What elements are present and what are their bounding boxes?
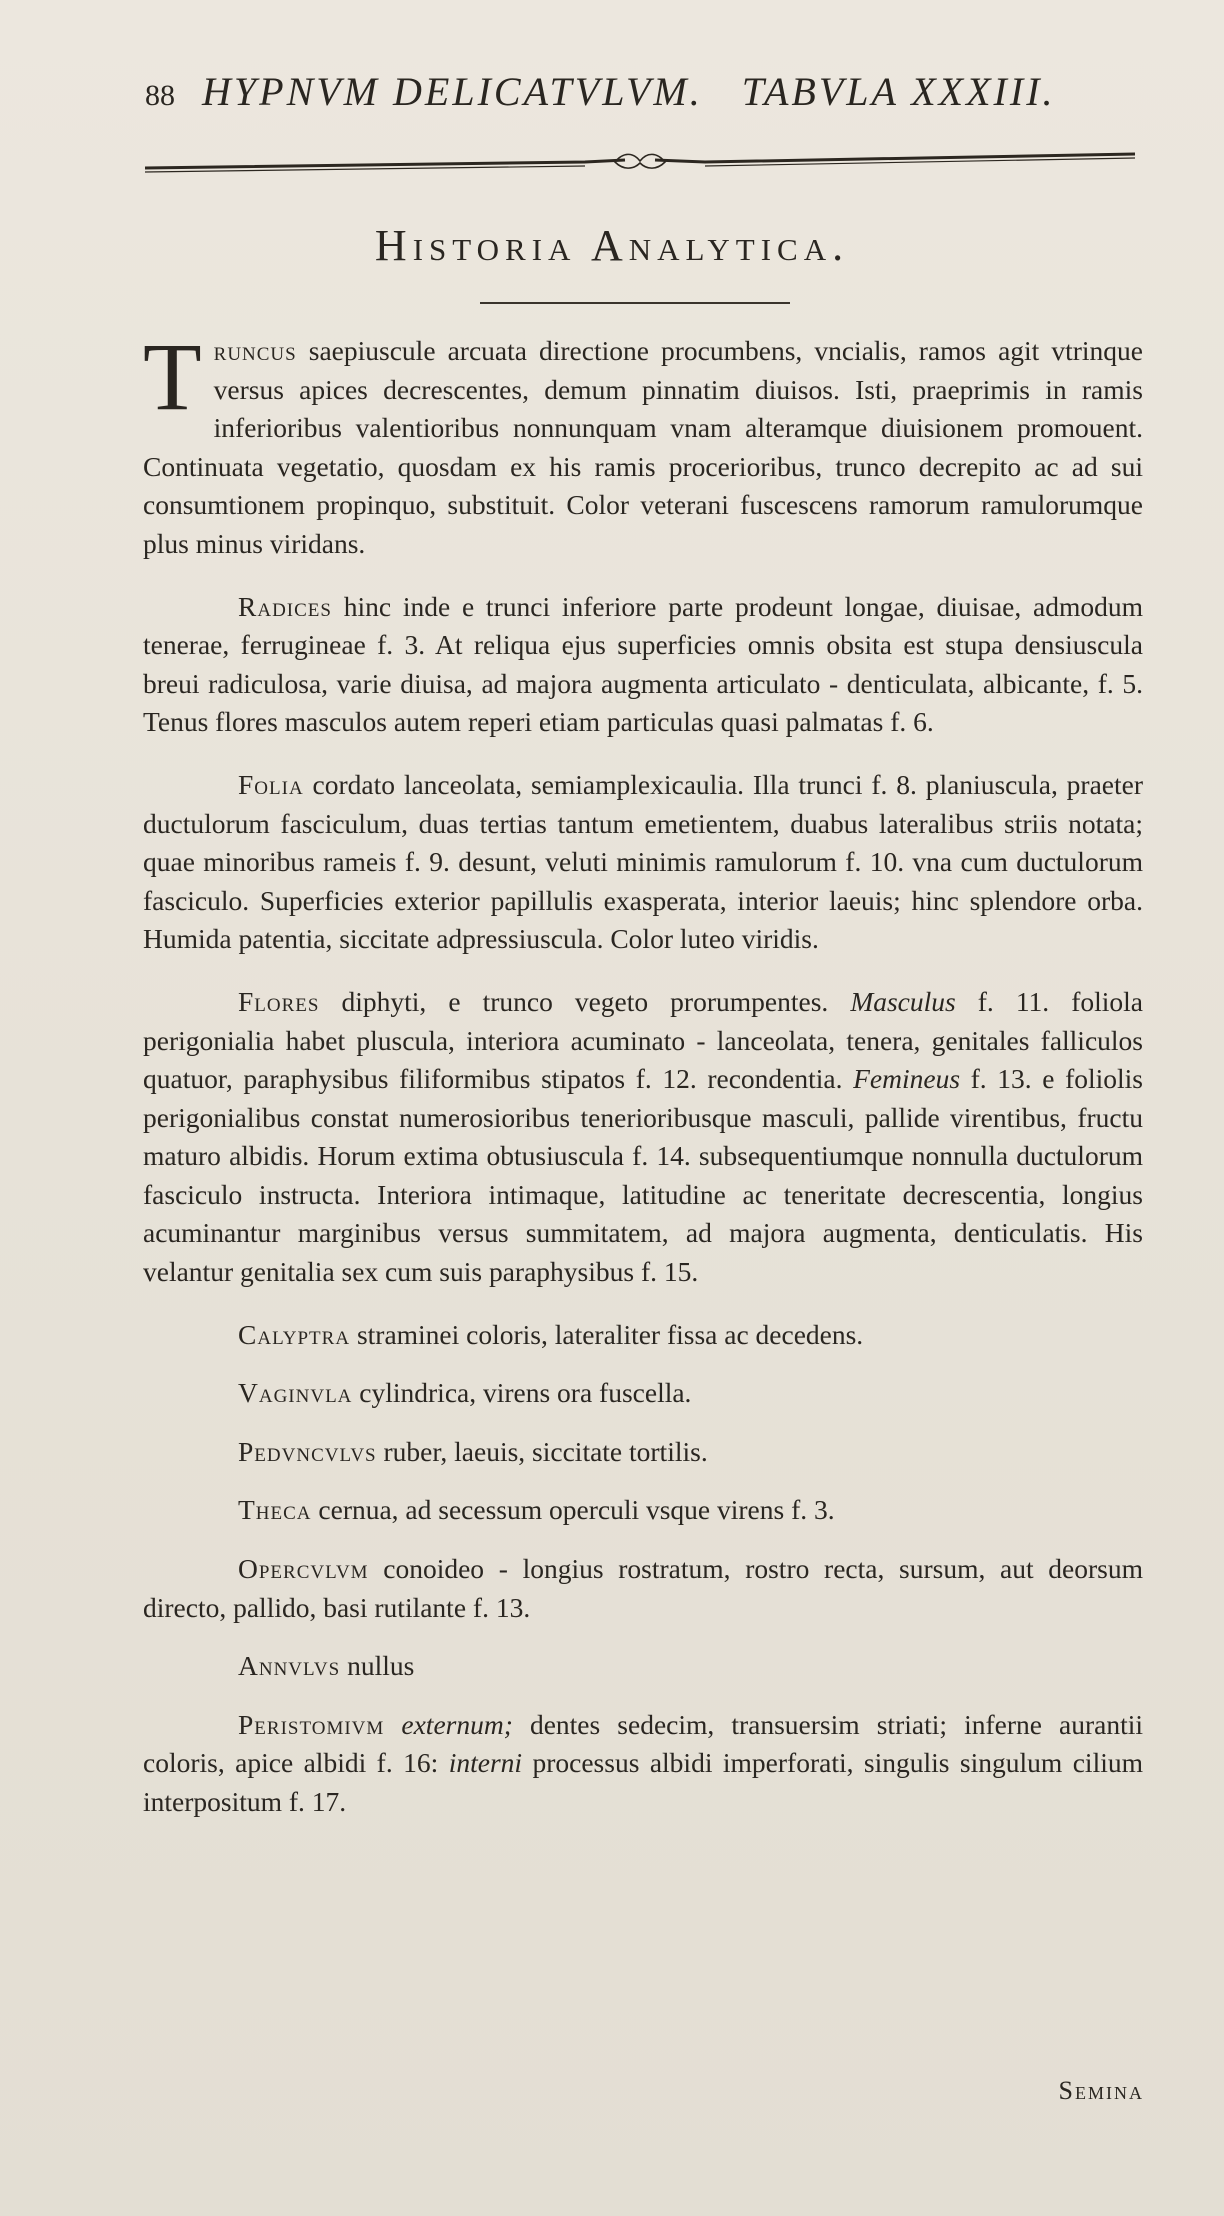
lead-word: Vaginvla [238,1377,353,1409]
paragraph-folia [143,766,1143,959]
paragraph-text: cylindrica, virens ora fuscella. [352,1377,692,1409]
lead-word: Opercvlvm [238,1553,369,1585]
paragraph-text: straminei coloris, lateraliter fissa ac decedens. [350,1318,864,1350]
body-text [143,323,1144,1846]
paragraph-truncus [143,323,1143,564]
paragraph-text: f. 11. foliola perigonialia habet pluscula, interiora acuminato - lanceolata, tenera, genitales falliculos quatuor, paraphysibus filiformibus stipatos f. 12. recondentia. [143,985,1143,1095]
italic-term: interni [448,1747,523,1779]
page-number: 88 [145,79,175,112]
lead-word: Calyptra [238,1318,351,1350]
paragraph-operculum [143,1550,1143,1627]
ornamental-rule [145,150,1135,180]
lead-word: runcus [213,335,297,366]
paragraph-flores [143,983,1143,1292]
running-title: HYPNVM DELICATVLVM. TABVLA XXXIII. [202,69,1056,114]
paragraph-radices [143,588,1143,742]
paragraph-peristomium [143,1706,1143,1822]
paragraph-text: hinc inde e trunci inferiore parte prodeunt longae, diuisae, admodum tenerae, ferrugineae f. 3. At reliqua ejus superficies omnis obsita est stupa densiuscula breui radiculosa, varie diuisa, ad majora augmenta articulato - denticulata, albicante, f. 5. Tenus flores masculos autem reperi etiam particulas quasi palmatas f. 6. [143,590,1143,738]
italic-term: Masculus [850,985,956,1017]
running-head [145,68,1135,115]
paragraph-text: ruber, laeuis, siccitate tortilis. [376,1435,708,1467]
paragraph-pedunculus [143,1433,1143,1472]
paragraph-vaginula [143,1374,1143,1413]
lead-word: Pedvncvlvs [238,1435,377,1467]
section-title: Historia Analytica. [374,221,850,270]
paragraph-theca [143,1491,1143,1530]
lead-word: Radices [238,590,332,622]
paragraph-text: nullus [340,1650,415,1682]
paragraph-text: cordato lanceolata, semiamplexicaulia. Illa trunci f. 8. planiuscula, praeter ductulorum fasciculum, duas tertias tantum emetientem, duabus lateralibus striis notata; quae minoribus rameis f. 9. desunt, veluti minimis ramulorum f. 10. vna cum ductulorum fasciculo. Superficies exterior papillulis exasperata, interior laeuis; hinc splendore orba. Humida patentia, siccitate adpressiuscula. Color luteo viridis. [143,768,1143,955]
lead-word: Flores [238,985,320,1017]
paragraph-text: cernua, ad secessum operculi vsque virens f. 3. [311,1494,835,1526]
lead-word: Annvlvs [238,1650,341,1682]
lead-word: Folia [238,768,304,800]
lead-word: Theca [238,1494,312,1526]
catchword: Semina [1058,2076,1144,2105]
paragraph-text: f. 13. e foliolis perigonialibus constat numerosioribus tenerioribusque masculi, pallide virentibus, fructu maturo albidis. Horum extima obtusiuscula f. 14. subsequentiumque nonnulla ductulorum fasciculo instructa. Interiora intimaque, latitudine ac teneritate decrescentia, longius acuminantur marginibus versus summitatem, ad majora augmenta, denticulatis. His velantur genitalia sex cum suis paraphysibus f. 15. [143,1063,1143,1288]
paragraph-text: diphyti, e trunco vegeto prorumpentes. [319,985,851,1017]
paragraph-text: conoideo - longius rostratum, rostro recta, sursum, aut deorsum directo, pallido, basi rutilante f. 13. [143,1553,1143,1623]
italic-term: Femineus [853,1063,961,1095]
title-rule [480,302,790,304]
paragraph-text: dentes sedecim, transuersim striati; inferne aurantii coloris, apice albidi f. 16: [143,1708,1144,1779]
paragraph-text: saepiuscule arcuata directione procumbens, vncialis, ramos agit vtrinque versus apices decrescentes, demum pinnatim diuisos. Isti, praeprimis in ramis inferioribus valentioribus nonnunquam vnam alteramque diuisionem promouent. Continuata vegetatio, quosdam ex his ramis procerioribus, trunco decrepito ac ad sui consumtionem propinquo, substituit. Color veterani fuscescens ramorum ramulorumque plus minus viridans. [143,335,1143,559]
drop-cap: T [143,323,202,430]
paragraph-annulus [143,1647,1143,1686]
lead-word: Peristomivm [238,1708,385,1740]
italic-term: externum; [401,1708,513,1740]
paragraph-calyptra [143,1316,1143,1355]
paragraph-text: processus albidi imperforati, singulis singulum cilium interpositum f. 17. [143,1747,1143,1817]
